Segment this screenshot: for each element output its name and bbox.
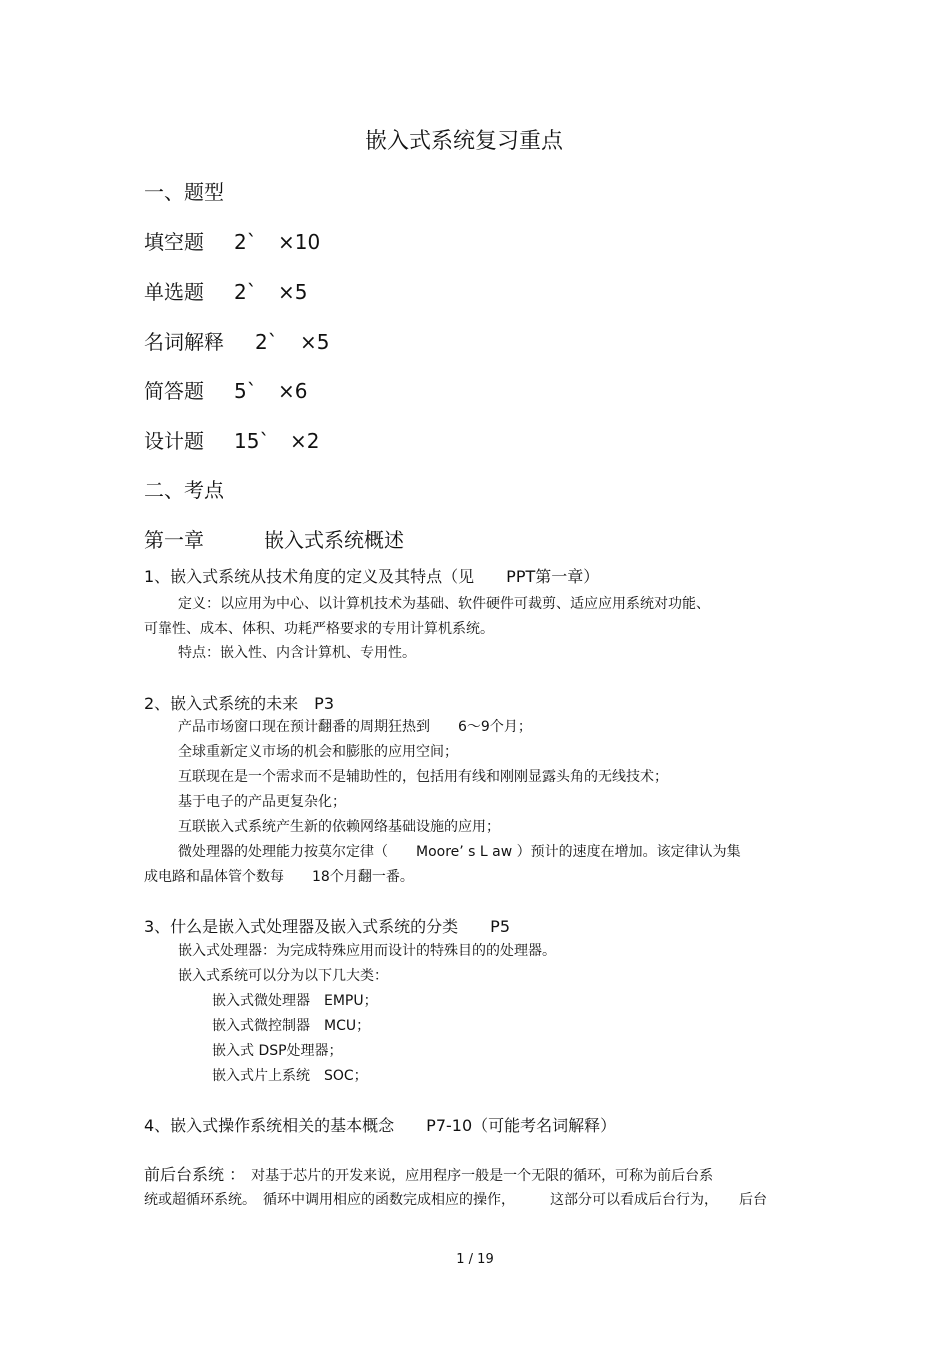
question-type-name: 简答题: [144, 379, 204, 403]
page-title: 嵌入式系统复习重点: [364, 129, 563, 154]
term-name: 前后台系统 ：: [144, 1165, 246, 1184]
question-type-count: ×6: [278, 379, 308, 403]
question-type-points: 2`: [234, 230, 257, 254]
question-heading: 2、嵌入式系统的未来 P3: [144, 694, 335, 713]
question-type-name: 设计题: [144, 429, 204, 453]
section-heading-exam-points: 二、考点: [144, 478, 224, 502]
question-type-count: ×5: [278, 280, 308, 304]
question-type-points: 2`: [234, 280, 257, 304]
list-item: 嵌入式微控制器 MCU；: [212, 1018, 371, 1034]
list-item: 嵌入式 DSP处理器；: [212, 1043, 343, 1059]
list-item: 嵌入式微处理器 EMPU；: [212, 993, 378, 1009]
list-item: 嵌入式片上系统 SOC；: [212, 1068, 368, 1084]
body-text-line: 可靠性、成本、体积、功耗严格要求的专用计算机系统。: [144, 621, 494, 637]
body-text-line: 特点：嵌入性、内含计算机、专用性。: [178, 645, 416, 661]
body-text-line: 定义：以应用为中心、以计算机技术为基础、软件硬件可裁剪、适应应用系统对功能、: [178, 596, 710, 612]
body-text-line: 嵌入式系统可以分为以下几大类：: [178, 968, 388, 984]
question-type-name: 单选题: [144, 280, 204, 304]
question-type-points: 2`: [255, 330, 278, 354]
body-text-line: 互联现在是一个需求而不是辅助性的，包括用有线和刚刚显露头角的无线技术；: [178, 769, 668, 785]
question-type-name: 名词解释: [144, 330, 224, 354]
question-type-points: 15`: [234, 429, 270, 453]
question-heading: 4、嵌入式操作系统相关的基本概念 P7-10（可能考名词解释）: [144, 1116, 617, 1135]
question-type-count: ×2: [290, 429, 320, 453]
body-text-line: 全球重新定义市场的机会和膨胀的应用空间；: [178, 744, 458, 760]
section-heading-question-types: 一、题型: [144, 180, 224, 204]
question-type-count: ×5: [300, 330, 330, 354]
question-type-points: 5`: [234, 379, 257, 403]
body-text-line: 成电路和晶体管个数每 18个月翻一番。: [144, 869, 414, 885]
page-number: 1 / 19: [456, 1252, 494, 1267]
body-text-line: 微处理器的处理能力按莫尔定律（ Moore’ s L aw ）预计的速度在增加。该定律认为集: [178, 844, 741, 860]
term-definition-line: [144, 1167, 713, 1183]
question-type-count: ×10: [278, 230, 321, 254]
body-text-line: 嵌入式处理器：为完成特殊应用而设计的特殊目的的处理器。: [178, 943, 556, 959]
chapter-number: 第一章: [144, 528, 204, 552]
question-type-name: 填空题: [144, 230, 204, 254]
chapter-title: 嵌入式系统概述: [264, 528, 404, 552]
term-definition: 对基于芯片的开发来说，应用程序一般是一个无限的循环，可称为前后台系: [251, 1168, 714, 1184]
body-text-line: 互联嵌入式系统产生新的依赖网络基础设施的应用；: [178, 819, 500, 835]
question-heading: 3、什么是嵌入式处理器及嵌入式系统的分类 P5: [144, 917, 511, 936]
body-text-line: 基于电子的产品更复杂化；: [178, 794, 346, 810]
body-text-line: 产品市场窗口现在预计翻番的周期狂热到 6～9个月；: [178, 719, 532, 735]
body-text-line: 统或超循环系统。 循环中调用相应的函数完成相应的操作， 这部分可以看成后台行为， 后台: [144, 1192, 767, 1208]
question-heading: 1、嵌入式系统从技术角度的定义及其特点（见 PPT第一章）: [144, 567, 600, 586]
